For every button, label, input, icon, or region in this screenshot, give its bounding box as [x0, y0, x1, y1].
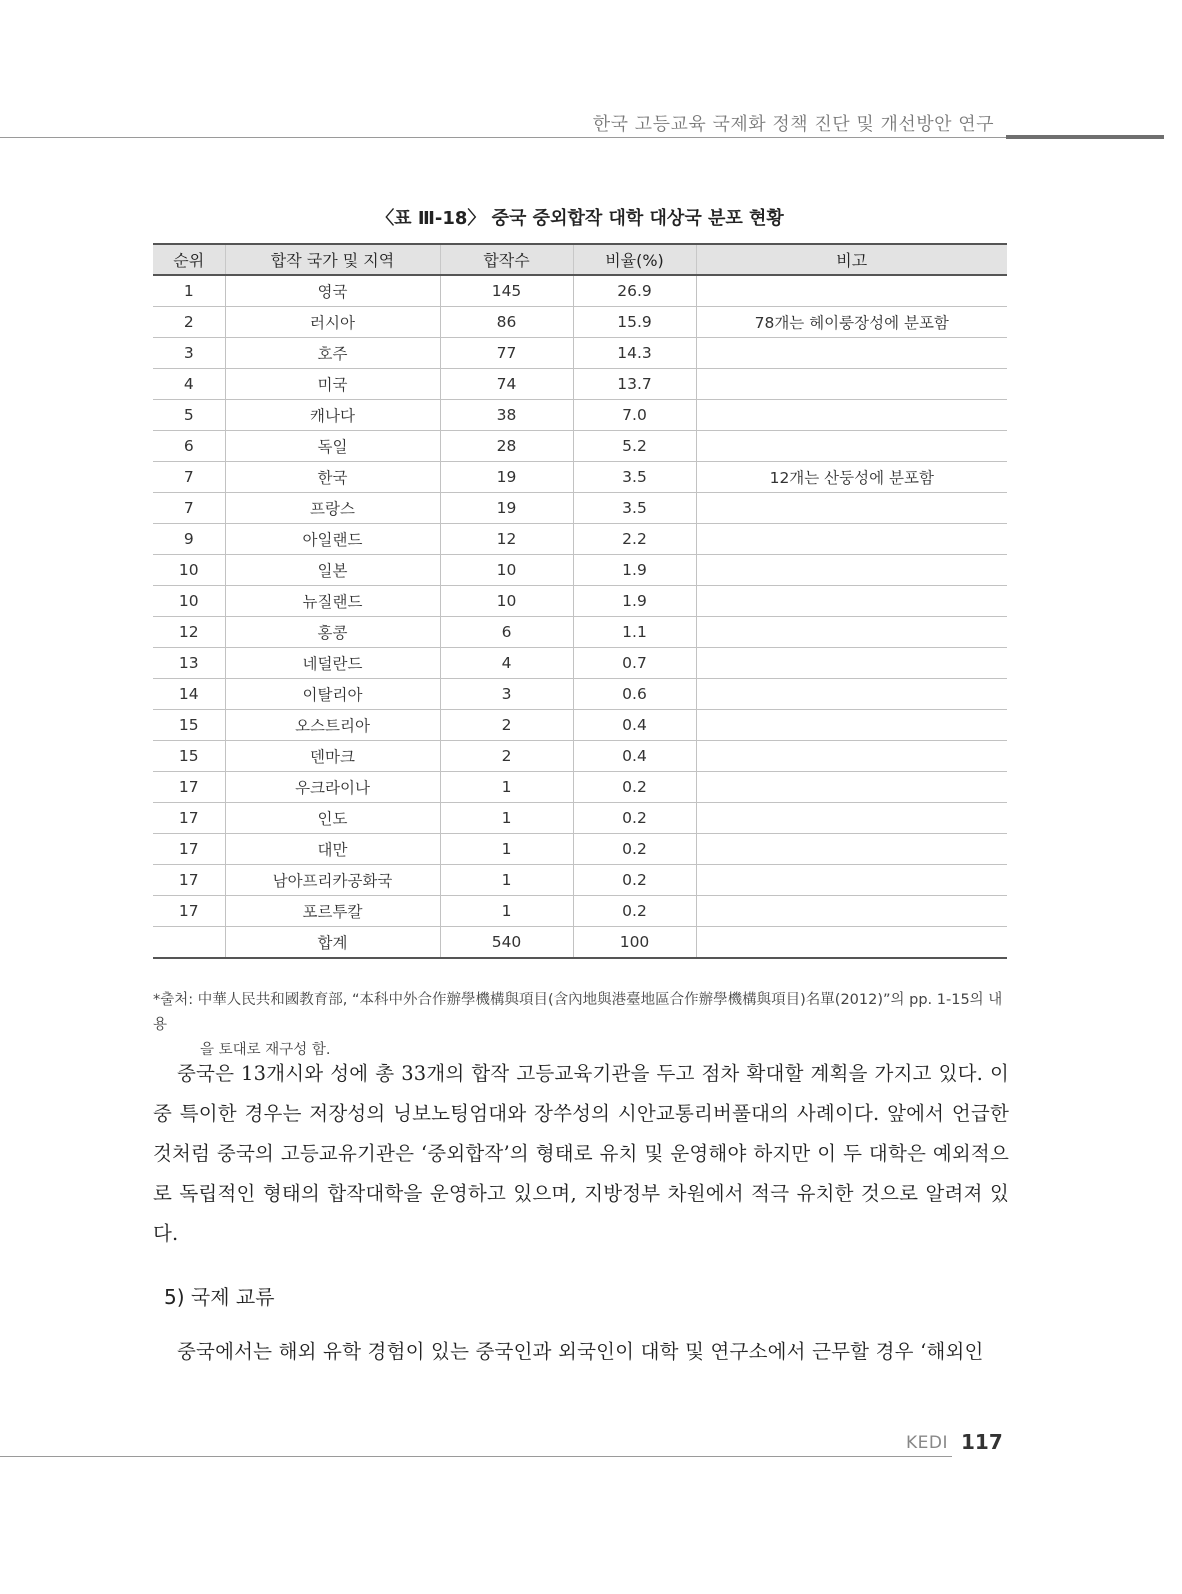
rank-cell: 13 — [153, 648, 225, 679]
ratio-cell: 0.2 — [573, 865, 696, 896]
country-cell: 러시아 — [225, 307, 440, 338]
header-rule — [0, 137, 1006, 138]
ratio-cell: 0.2 — [573, 896, 696, 927]
table-row — [153, 307, 1007, 338]
ratio-cell: 0.4 — [573, 710, 696, 741]
note-cell — [696, 896, 1007, 927]
country-cell: 뉴질랜드 — [225, 586, 440, 617]
country-cell: 독일 — [225, 431, 440, 462]
column-header: 합작 국가 및 지역 — [225, 244, 440, 275]
count-cell: 1 — [440, 772, 573, 803]
table-row — [153, 741, 1007, 772]
count-cell: 19 — [440, 462, 573, 493]
ratio-cell: 1.1 — [573, 617, 696, 648]
country-cell: 영국 — [225, 275, 440, 307]
rank-cell: 15 — [153, 741, 225, 772]
ratio-cell: 0.2 — [573, 772, 696, 803]
note-cell — [696, 803, 1007, 834]
ratio-cell: 14.3 — [573, 338, 696, 369]
count-cell: 145 — [440, 275, 573, 307]
note-cell — [696, 493, 1007, 524]
count-cell: 86 — [440, 307, 573, 338]
table-row — [153, 493, 1007, 524]
table-row — [153, 369, 1007, 400]
table-row — [153, 679, 1007, 710]
ratio-cell: 26.9 — [573, 275, 696, 307]
ratio-cell: 2.2 — [573, 524, 696, 555]
country-cell: 호주 — [225, 338, 440, 369]
table-row — [153, 834, 1007, 865]
rank-cell: 2 — [153, 307, 225, 338]
ratio-cell: 15.9 — [573, 307, 696, 338]
table-row — [153, 648, 1007, 679]
body-paragraph: 중국은 13개시와 성에 총 33개의 합작 고등교육기관을 두고 점차 확대할 계획을 가지고 있다. 이 중 특이한 경우는 저장성의 닝보노팅엄대와 장쑤성의 시안교통리버풀대의 사례이다. 앞에서 언급한 것처럼 중국의 고등교유기관은 ‘중외합작’의 형태로 유치 및 운영해야 하지만 이 두 대학은 예외적으로 독립적인 형태의 합작대학을 운영하고 있으며, 지방정부 차원에서 적극 유치한 것으로 알려져 있다. — [153, 1062, 1009, 1245]
footer-rule — [0, 1456, 952, 1457]
ratio-cell: 0.2 — [573, 834, 696, 865]
header-rule-accent — [1006, 135, 1164, 139]
rank-cell: 6 — [153, 431, 225, 462]
ratio-cell: 0.2 — [573, 803, 696, 834]
country-cell: 오스트리아 — [225, 710, 440, 741]
table-row — [153, 524, 1007, 555]
rank-cell: 17 — [153, 865, 225, 896]
country-cell: 네덜란드 — [225, 648, 440, 679]
count-cell: 77 — [440, 338, 573, 369]
note-cell: 12개는 산둥성에 분포함 — [696, 462, 1007, 493]
table-row — [153, 338, 1007, 369]
count-cell: 4 — [440, 648, 573, 679]
column-header: 순위 — [153, 244, 225, 275]
note-cell — [696, 275, 1007, 307]
rank-cell: 10 — [153, 586, 225, 617]
table-row — [153, 586, 1007, 617]
ratio-cell: 0.6 — [573, 679, 696, 710]
table-row — [153, 462, 1007, 493]
note-cell — [696, 338, 1007, 369]
table-body — [153, 275, 1007, 958]
country-cell: 대만 — [225, 834, 440, 865]
country-cell: 아일랜드 — [225, 524, 440, 555]
ratio-cell: 3.5 — [573, 462, 696, 493]
table-row — [153, 555, 1007, 586]
column-header: 합작수 — [440, 244, 573, 275]
rank-cell: 7 — [153, 493, 225, 524]
count-cell: 1 — [440, 834, 573, 865]
column-header: 비고 — [696, 244, 1007, 275]
country-cell: 캐나다 — [225, 400, 440, 431]
section-heading: 5) 국제 교류 — [164, 1285, 275, 1309]
rank-cell: 5 — [153, 400, 225, 431]
rank-cell: 4 — [153, 369, 225, 400]
ratio-cell: 100 — [573, 927, 696, 959]
table-row — [153, 431, 1007, 462]
note-cell — [696, 865, 1007, 896]
count-cell: 10 — [440, 586, 573, 617]
note-cell — [696, 586, 1007, 617]
country-cell: 미국 — [225, 369, 440, 400]
source-line: *출처: 中華人民共和國教育部, “本科中外合作辦學機構與項目(含內地與港臺地區合作辦學機構與項目)名單(2012)”의 pp. 1-15의 내용 — [153, 992, 1003, 1033]
running-header-title: 한국 고등교육 국제화 정책 진단 및 개선방안 연구 — [592, 114, 994, 135]
rank-cell: 7 — [153, 462, 225, 493]
count-cell: 74 — [440, 369, 573, 400]
country-cell: 인도 — [225, 803, 440, 834]
note-cell — [696, 648, 1007, 679]
body-paragraph: 중국에서는 해외 유학 경험이 있는 중국인과 외국인이 대학 및 연구소에서 근무할 경우 ‘해외인 — [177, 1340, 984, 1363]
table-row — [153, 275, 1007, 307]
note-cell — [696, 710, 1007, 741]
note-cell — [696, 431, 1007, 462]
column-header: 비율(%) — [573, 244, 696, 275]
rank-cell: 14 — [153, 679, 225, 710]
ratio-cell: 0.7 — [573, 648, 696, 679]
country-cell: 한국 — [225, 462, 440, 493]
note-cell — [696, 400, 1007, 431]
footer-publisher-label: KEDI — [906, 1433, 948, 1453]
table-header-row — [153, 244, 1007, 275]
note-cell — [696, 927, 1007, 959]
note-cell — [696, 555, 1007, 586]
table-row — [153, 803, 1007, 834]
table-row — [153, 617, 1007, 648]
ratio-cell: 7.0 — [573, 400, 696, 431]
ratio-cell: 1.9 — [573, 555, 696, 586]
count-cell: 1 — [440, 865, 573, 896]
count-cell: 38 — [440, 400, 573, 431]
ratio-cell: 0.4 — [573, 741, 696, 772]
rank-cell: 12 — [153, 617, 225, 648]
rank-cell: 3 — [153, 338, 225, 369]
count-cell: 12 — [440, 524, 573, 555]
rank-cell: 1 — [153, 275, 225, 307]
count-cell: 1 — [440, 803, 573, 834]
rank-cell — [153, 927, 225, 959]
count-cell: 10 — [440, 555, 573, 586]
rank-cell: 17 — [153, 772, 225, 803]
country-cell: 포르투칼 — [225, 896, 440, 927]
rank-cell: 17 — [153, 896, 225, 927]
note-cell — [696, 741, 1007, 772]
note-cell: 78개는 헤이룽장성에 분포함 — [696, 307, 1007, 338]
country-cell: 홍콩 — [225, 617, 440, 648]
count-cell: 6 — [440, 617, 573, 648]
count-cell: 19 — [440, 493, 573, 524]
country-cell: 우크라이나 — [225, 772, 440, 803]
distribution-table — [153, 243, 1007, 959]
ratio-cell: 3.5 — [573, 493, 696, 524]
rank-cell: 17 — [153, 803, 225, 834]
count-cell: 28 — [440, 431, 573, 462]
table-row — [153, 710, 1007, 741]
rank-cell: 15 — [153, 710, 225, 741]
table-caption: 〈표 Ⅲ-18〉 중국 중외합작 대학 대상국 분포 현황 — [376, 208, 784, 229]
note-cell — [696, 834, 1007, 865]
rank-cell: 10 — [153, 555, 225, 586]
count-cell: 540 — [440, 927, 573, 959]
table-row — [153, 896, 1007, 927]
country-cell: 합계 — [225, 927, 440, 959]
count-cell: 1 — [440, 896, 573, 927]
note-cell — [696, 369, 1007, 400]
country-cell: 덴마크 — [225, 741, 440, 772]
count-cell: 2 — [440, 741, 573, 772]
ratio-cell: 5.2 — [573, 431, 696, 462]
table-row — [153, 865, 1007, 896]
country-cell: 일본 — [225, 555, 440, 586]
country-cell: 프랑스 — [225, 493, 440, 524]
rank-cell: 17 — [153, 834, 225, 865]
country-cell: 이탈리아 — [225, 679, 440, 710]
rank-cell: 9 — [153, 524, 225, 555]
table-row — [153, 772, 1007, 803]
table-total-row — [153, 927, 1007, 959]
country-cell: 남아프리카공화국 — [225, 865, 440, 896]
table-source-note — [153, 988, 1013, 1063]
count-cell: 3 — [440, 679, 573, 710]
page-number: 117 — [961, 1430, 1003, 1454]
count-cell: 2 — [440, 710, 573, 741]
note-cell — [696, 772, 1007, 803]
ratio-cell: 1.9 — [573, 586, 696, 617]
source-line: 을 토대로 재구성 함. — [200, 1042, 331, 1058]
note-cell — [696, 524, 1007, 555]
ratio-cell: 13.7 — [573, 369, 696, 400]
note-cell — [696, 679, 1007, 710]
table-row — [153, 400, 1007, 431]
note-cell — [696, 617, 1007, 648]
